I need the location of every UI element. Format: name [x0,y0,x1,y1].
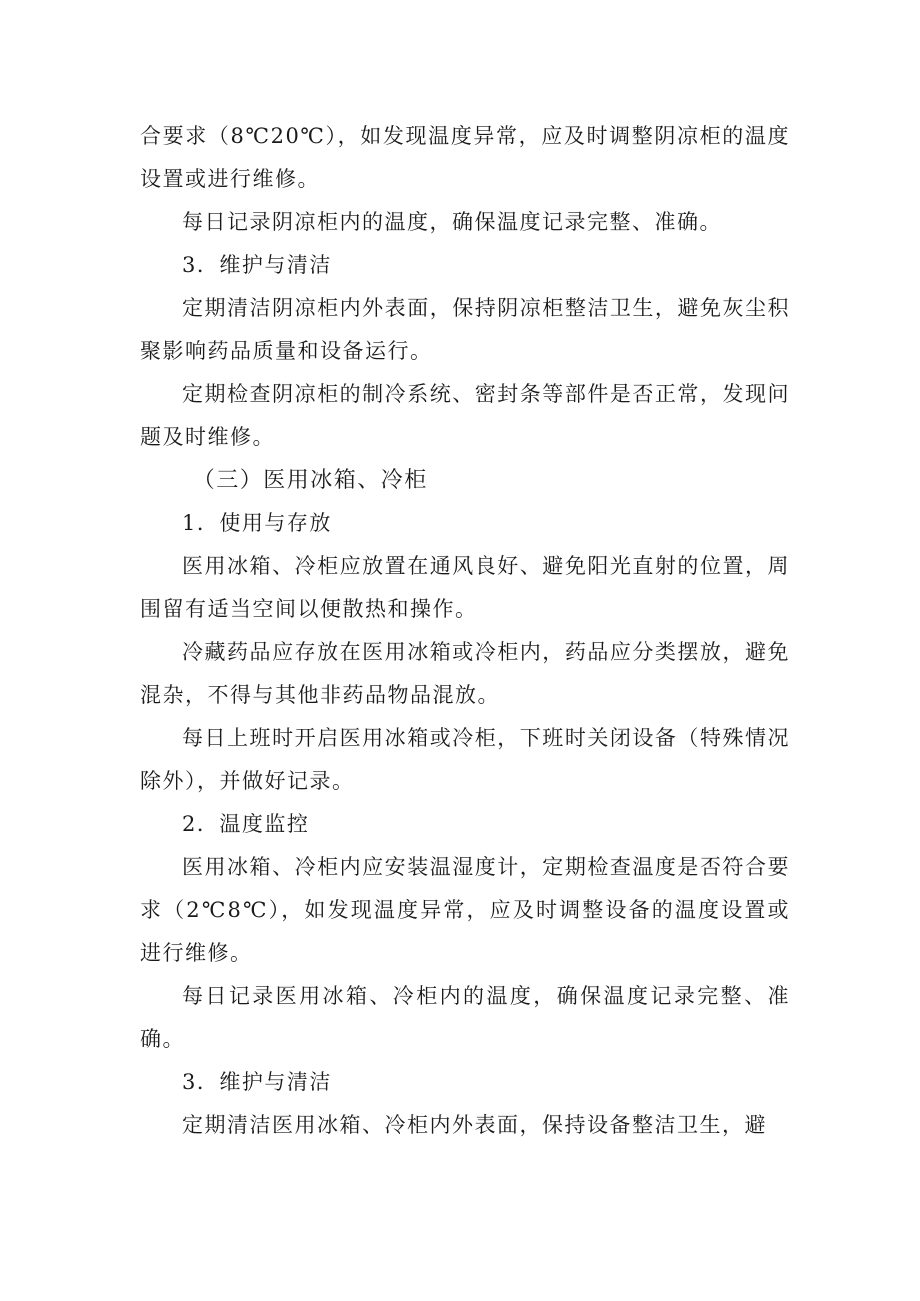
paragraph: 定期清洁医用冰箱、冷柜内外表面，保持设备整洁卫生，避 [182,1113,767,1137]
paragraph: 冷藏药品应存放在医用冰箱或冷柜内，药品应分类摆放，避免混杂，不得与其他非药品物品混放。 [140,640,790,707]
paragraph: 每日记录医用冰箱、冷柜内的温度，确保温度记录完整、准确。 [140,984,790,1051]
subheading-maintenance: 3．维护与清洁 [182,1070,332,1094]
paragraph-continuation: 合要求（8℃20℃），如发现温度异常，应及时调整阴凉柜的温度设置或进行维修。 [140,124,790,191]
paragraph: 定期检查阴凉柜的制冷系统、密封条等部件是否正常，发现问题及时维修。 [140,382,790,449]
paragraph: 每日记录阴凉柜内的温度，确保温度记录完整、准确。 [182,210,722,234]
paragraph: 定期清洁阴凉柜内外表面，保持阴凉柜整洁卫生，避免灰尘积聚影响药品质量和设备运行。 [140,296,790,363]
section-heading: （三）医用冰箱、冷柜 [192,468,428,493]
paragraph: 医用冰箱、冷柜应放置在通风良好、避免阳光直射的位置，周围留有适当空间以便散热和操作。 [140,554,790,621]
subheading-maintenance: 3．维护与清洁 [182,253,332,277]
paragraph: 每日上班时开启医用冰箱或冷柜，下班时关闭设备（特殊情况除外），并做好记录。 [140,726,790,793]
subheading-temperature: 2．温度监控 [182,812,310,836]
paragraph: 医用冰箱、冷柜内应安装温湿度计，定期检查温度是否符合要求（2℃8℃），如发现温度异常，应及时调整设备的温度设置或进行维修。 [140,855,790,965]
subheading-usage: 1．使用与存放 [182,511,332,535]
